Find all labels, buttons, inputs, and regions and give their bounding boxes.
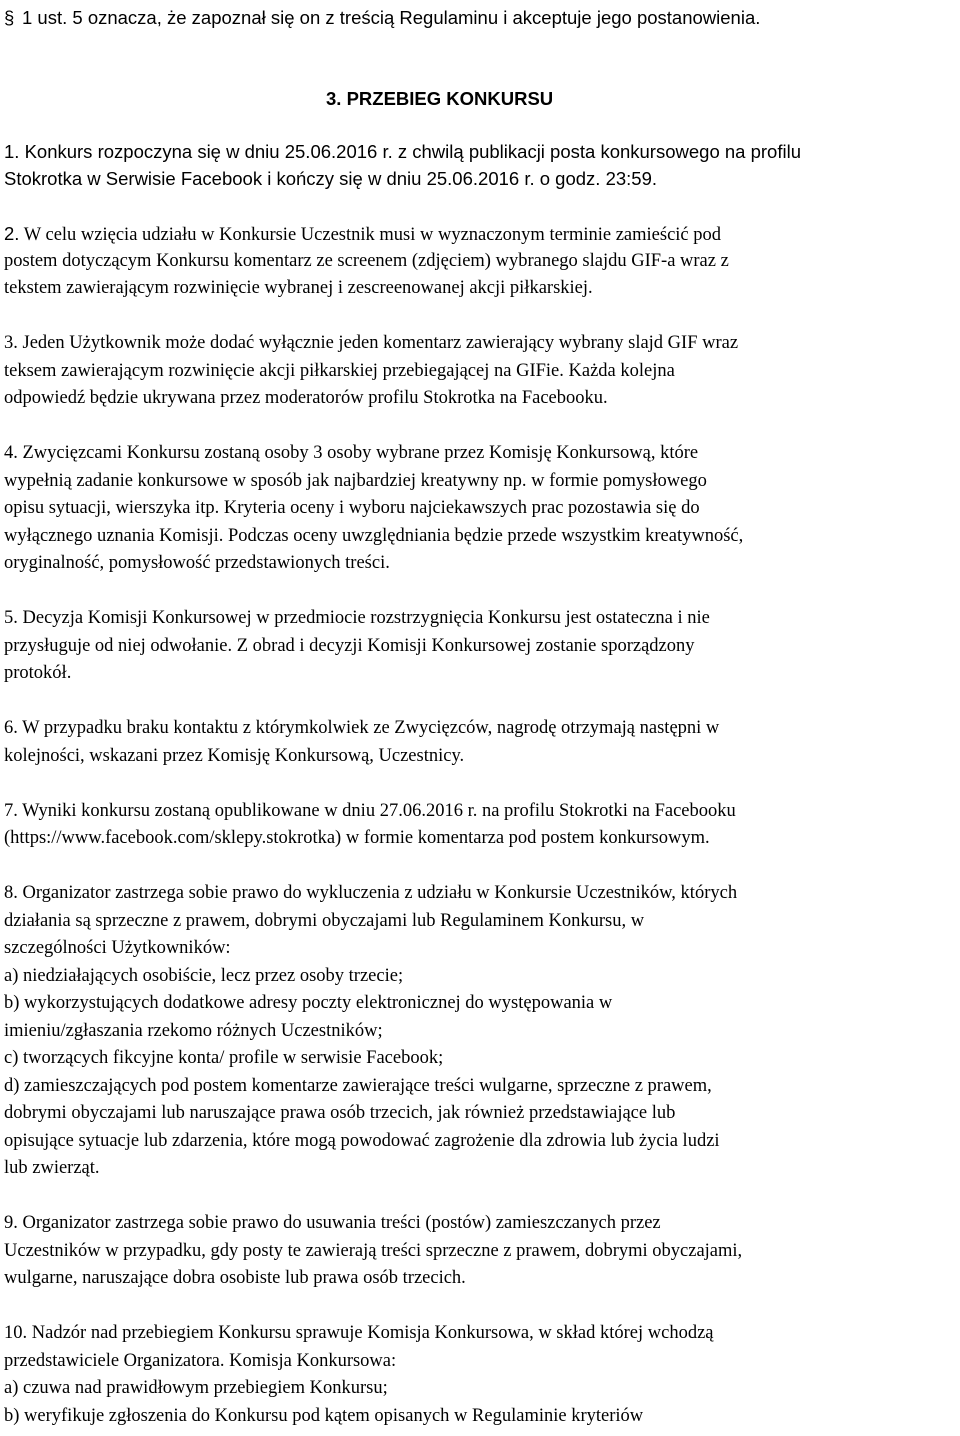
paragraph-10-item-a: a) czuwa nad prawidłowym przebiegiem Konkursu; — [4, 1378, 388, 1398]
paragraph-9-line-3: wulgarne, naruszające dobra osobiste lub prawa osób trzecich. — [4, 1268, 466, 1288]
paragraph-1-line-2: Stokrotka w Serwisie Facebook i kończy się w dniu 25.06.2016 r. o godz. 23:59. — [4, 168, 658, 189]
intro-line — [4, 4, 760, 32]
paragraph-4-line-4: wyłącznego uznania Komisji. Podczas oceny uwzględniania będzie przede wszystkim kreatywność, — [4, 526, 744, 546]
paragraph-8-item-b-line-2: imieniu/zgłaszania rzekomo różnych Uczestników; — [4, 1021, 383, 1041]
paragraph-3-line-1: 3. Jeden Użytkownik może dodać wyłącznie jeden komentarz zawierający wybrany slajd GIF wraz — [4, 333, 739, 353]
paragraph-3-line-2: teksem zawierającym rozwinięcie akcji piłkarskiej przebiegającej na GIFie. Każda kolejna — [4, 361, 675, 381]
paragraph-4-line-3: opisu sytuacji, wierszyka itp. Kryteria oceny i wyboru najciekawszych prac pozostawia się do — [4, 498, 700, 518]
paragraph-2-line-1-text: W celu wzięcia udziału w Konkursie Uczestnik musi w wyznaczonym terminie zamieścić pod — [19, 225, 722, 245]
paragraph-8-item-d-line-4: lub zwierząt. — [4, 1158, 100, 1178]
paragraph-8-item-a: a) niedziałających osobiście, lecz przez osoby trzecie; — [4, 966, 404, 986]
paragraph-8-line-2: działania są sprzeczne z prawem, dobrymi obyczajami lub Regulaminem Konkursu, w — [4, 911, 645, 931]
paragraph-9-line-1: 9. Organizator zastrzega sobie prawo do usuwania treści (postów) zamieszczanych przez — [4, 1213, 661, 1233]
paragraph-10-item-b: b) weryfikuje zgłoszenia do Konkursu pod kątem opisanych w Regulaminie kryteriów — [4, 1406, 644, 1426]
paragraph-5-line-1: 5. Decyzja Komisji Konkursowej w przedmiocie rozstrzygnięcia Konkursu jest ostateczna i nie — [4, 608, 710, 628]
paragraph-2-line-2: postem dotyczącym Konkursu komentarz ze screenem (zdjęciem) wybranego slajdu GIF-a wraz z — [4, 251, 729, 271]
paragraph-4-line-1: 4. Zwycięzcami Konkursu zostaną osoby 3 osoby wybrane przez Komisję Konkursową, które — [4, 443, 699, 463]
paragraph-8-line-1: 8. Organizator zastrzega sobie prawo do wykluczenia z udziału w Konkursie Uczestników, których — [4, 883, 738, 903]
paragraph-10-line-2: przedstawiciele Organizatora. Komisja Konkursowa: — [4, 1351, 397, 1371]
paragraph-5-line-3: protokół. — [4, 663, 72, 683]
paragraph-9-line-2: Uczestników w przypadku, gdy posty te zawierają treści sprzeczne z prawem, dobrymi obyczajami, — [4, 1241, 743, 1261]
section-heading: 3. PRZEBIEG KONKURSU — [326, 88, 554, 109]
paragraph-8-item-b-line-1: b) wykorzystujących dodatkowe adresy poczty elektronicznej do występowania w — [4, 993, 613, 1013]
paragraph-1-line-1: 1. Konkurs rozpoczyna się w dniu 25.06.2016 r. z chwilą publikacji posta konkursowego na profilu — [4, 141, 801, 162]
paragraph-8-item-c: c) tworzących fikcyjne konta/ profile w serwisie Facebook; — [4, 1048, 444, 1068]
paragraph-4-line-5: oryginalność, pomysłowość przedstawionych treści. — [4, 553, 390, 573]
paragraph-2-line-1 — [4, 220, 721, 250]
paragraph-4-line-2: wypełnią zadanie konkursowe w sposób jak najbardziej kreatywny np. w formie pomysłowego — [4, 471, 707, 491]
paragraph-2-line-3: tekstem zawierającym rozwinięcie wybranej i zescreenowanej akcji piłkarskiej. — [4, 278, 593, 298]
section-symbol: § — [4, 7, 15, 28]
paragraph-8-item-d-line-1: d) zamieszczających pod postem komentarze zawierające treści wulgarne, sprzeczne z prawem, — [4, 1076, 712, 1096]
paragraph-3-line-3: odpowiedź będzie ukrywana przez moderatorów profilu Stokrotka na Facebooku. — [4, 388, 608, 408]
paragraph-10-line-1: 10. Nadzór nad przebiegiem Konkursu sprawuje Komisja Konkursowa, w skład której wchodzą — [4, 1323, 714, 1343]
paragraph-7-line-2: (https://www.facebook.com/sklepy.stokrotka) w formie komentarza pod postem konkursowym. — [4, 828, 710, 848]
paragraph-2-number: 2. — [4, 223, 20, 244]
paragraph-6-line-1: 6. W przypadku braku kontaktu z którymkolwiek ze Zwycięzców, nagrodę otrzymają następni w — [4, 718, 720, 738]
paragraph-5-line-2: przysługuje od niej odwołanie. Z obrad i decyzji Komisji Konkursowej zostanie sporządzony — [4, 636, 695, 656]
paragraph-8-item-d-line-2: dobrymi obyczajami lub naruszające prawa osób trzecich, jak również przedstawiające lub — [4, 1103, 676, 1123]
paragraph-6-line-2: kolejności, wskazani przez Komisję Konkursową, Uczestnicy. — [4, 746, 465, 766]
paragraph-8-line-3: szczególności Użytkowników: — [4, 938, 231, 958]
paragraph-8-item-d-line-3: opisujące sytuacje lub zdarzenia, które mogą powodować zagrożenie dla zdrowia lub życia ludzi — [4, 1131, 720, 1151]
paragraph-7-line-1: 7. Wyniki konkursu zostaną opublikowane w dniu 27.06.2016 r. na profilu Stokrotki na Facebooku — [4, 801, 736, 821]
intro-text: 1 ust. 5 oznacza, że zapoznał się on z treścią Regulaminu i akceptuje jego postanowienia. — [22, 7, 761, 28]
